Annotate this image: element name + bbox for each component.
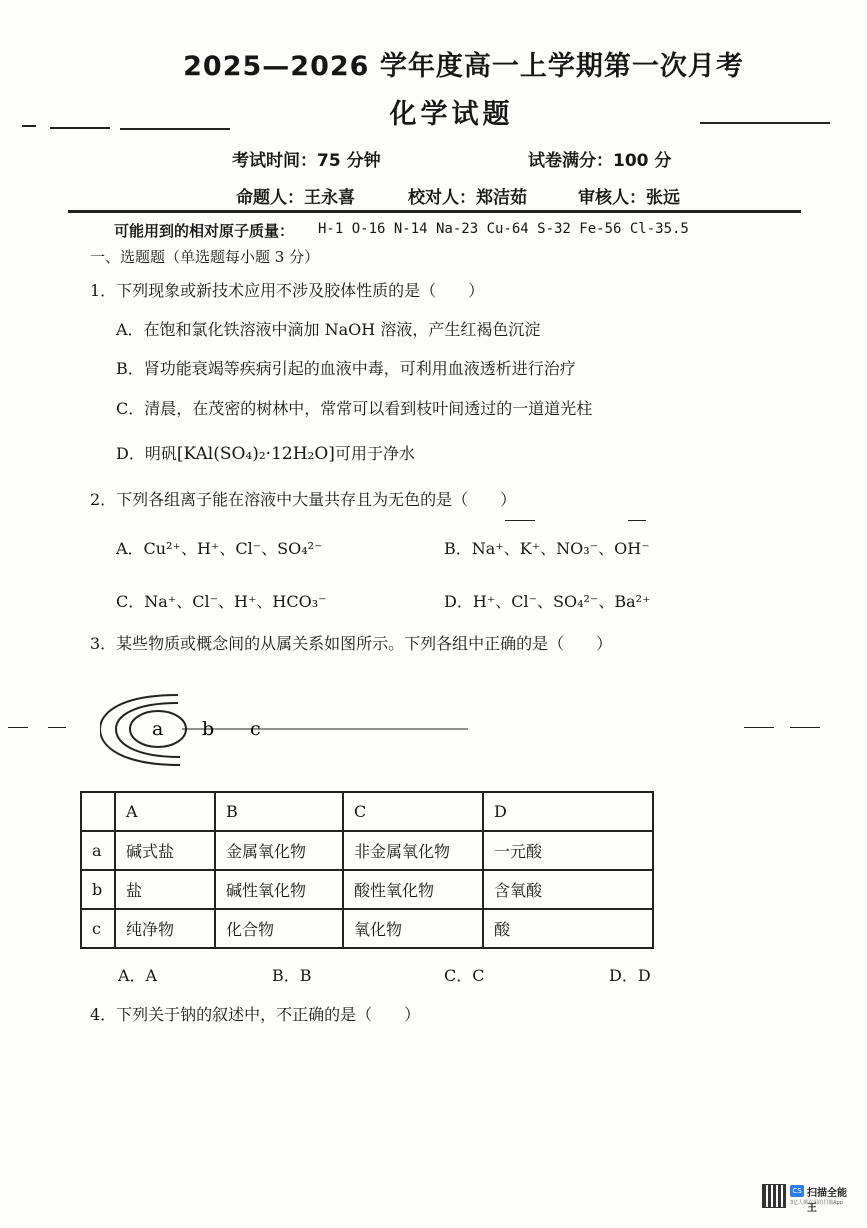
table-cell: b (81, 870, 115, 909)
classification-table (80, 791, 654, 949)
table-row (81, 831, 653, 870)
question-1-option-d (116, 441, 415, 464)
table-cell: c (81, 909, 115, 948)
setter: 命题人：王永喜 (236, 188, 355, 208)
scan-mark (628, 520, 646, 521)
ellipse-c (100, 695, 180, 765)
table-cell: 碱性氧化物 (215, 870, 343, 909)
table-cell: 非金属氧化物 (343, 831, 483, 870)
question-3-option-a: A．A (118, 966, 158, 985)
option-d-prefix: D．明矾 (116, 444, 177, 463)
section-heading: 一、选题题（单选题每小题 3 分） (90, 248, 320, 266)
table-cell: A (115, 792, 215, 831)
question-3-option-c: C．C (444, 966, 485, 985)
reviewer: 审核人：张远 (578, 188, 680, 208)
question-1-stem: 1．下列现象或新技术应用不涉及胶体性质的是（ ） (90, 281, 485, 300)
scan-mark (700, 122, 830, 124)
subset-diagram (100, 683, 490, 783)
table-cell: 化合物 (215, 909, 343, 948)
table-cell: 酸性氧化物 (343, 870, 483, 909)
scan-mark (8, 727, 28, 728)
table-header-row (81, 792, 653, 831)
question-2-option-c: C．Na⁺、Cl⁻、H⁺、HCO₃⁻ (116, 592, 327, 611)
table-cell: 盐 (115, 870, 215, 909)
question-3-stem: 3．某些物质或概念间的从属关系如图所示。下列各组中正确的是（ ） (90, 634, 613, 653)
question-2-stem: 2．下列各组离子能在溶液中大量共存且为无色的是（ ） (90, 490, 517, 509)
table-cell: 纯净物 (115, 909, 215, 948)
exam-subtitle: 化学试题 (389, 99, 514, 130)
table-cell: 碱式盐 (115, 831, 215, 870)
table-cell: 氧化物 (343, 909, 483, 948)
qr-code-icon (762, 1184, 786, 1208)
header-rule (68, 210, 801, 213)
scanner-tagline: 3亿人都在用的扫描App (790, 1200, 843, 1206)
table-cell: 含氧酸 (483, 870, 653, 909)
question-1-option-a: A．在饱和氯化铁溶液中滴加 NaOH 溶液，产生红褐色沉淀 (116, 320, 541, 339)
proofreader: 校对人：郑洁茹 (408, 188, 527, 208)
table-cell: C (343, 792, 483, 831)
scanner-watermark (790, 1184, 850, 1214)
table-cell: 酸 (483, 909, 653, 948)
table-cell: D (483, 792, 653, 831)
label-c: c (250, 718, 261, 740)
scan-mark (22, 125, 36, 127)
question-2-option-a: A．Cu²⁺、H⁺、Cl⁻、SO₄²⁻ (116, 539, 323, 558)
question-3-option-d: D．D (609, 966, 651, 985)
scanner-name: 扫描全能王 (807, 1188, 847, 1214)
label-b: b (202, 718, 215, 740)
question-2-option-b: B．Na⁺、K⁺、NO₃⁻、OH⁻ (444, 539, 650, 558)
table-cell: 一元酸 (483, 831, 653, 870)
scan-mark (744, 727, 774, 728)
table-cell: 金属氧化物 (215, 831, 343, 870)
atomic-mass-label: 可能用到的相对原子质量： (114, 222, 295, 240)
full-score: 试卷满分：100 分 (528, 151, 672, 171)
exam-time: 考试时间：75 分钟 (232, 151, 381, 171)
table-cell: a (81, 831, 115, 870)
scan-mark (120, 128, 230, 130)
table-row (81, 909, 653, 948)
question-3-option-b: B．B (272, 966, 312, 985)
question-1-option-c: C．清晨，在茂密的树林中，常常可以看到枝叶间透过的一道道光柱 (116, 399, 593, 418)
option-d-suffix: 可用于净水 (334, 444, 415, 463)
alum-formula: [KAl(SO₄)₂·12H₂O] (176, 444, 335, 464)
scan-mark (505, 520, 535, 521)
scan-mark (50, 127, 110, 129)
table-cell (81, 792, 115, 831)
question-2-option-d: D．H⁺、Cl⁻、SO₄²⁻、Ba²⁺ (444, 592, 651, 611)
scan-mark (48, 727, 66, 728)
scanner-logo-icon: CS (790, 1185, 804, 1197)
label-a: a (152, 718, 164, 740)
question-4-stem: 4．下列关于钠的叙述中，不正确的是（ ） (90, 1005, 421, 1024)
table-row (81, 870, 653, 909)
table-cell: B (215, 792, 343, 831)
exam-title: 2025—2026 学年度高一上学期第一次月考 (183, 51, 744, 82)
scan-mark (790, 727, 820, 728)
atomic-mass-values: H-1 O-16 N-14 Na-23 Cu-64 S-32 Fe-56 Cl-35.5 (318, 221, 689, 237)
question-1-option-b: B．肾功能衰竭等疾病引起的血液中毒，可利用血液透析进行治疗 (116, 359, 576, 378)
